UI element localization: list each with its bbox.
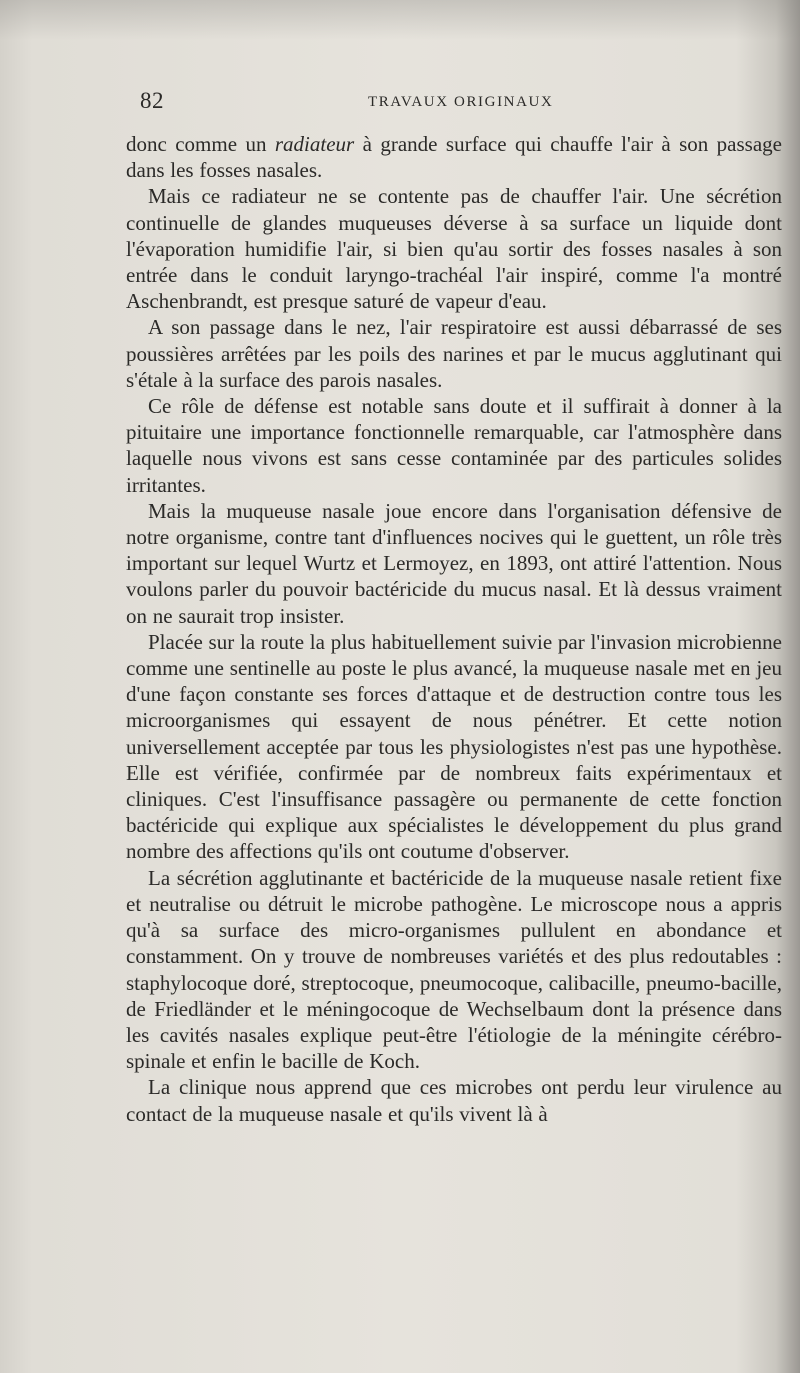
running-head bbox=[140, 88, 780, 118]
paragraph-dust-filtering: A son passage dans le nez, l'air respiratoire est aussi débarrassé de ses poussières arrêtées par les poils des narines et par le mucus agglutinant qui s'étale à la surface des parois nasales. bbox=[126, 315, 782, 392]
paragraph-bactericidal-power: Mais la muqueuse nasale joue encore dans l'organisation défensive de notre organisme, contre tant d'influences nocives qui le guettent, un rôle très important sur lequel Wurtz et Lermoyez, en 1893, ont attiré l'attention. Nous voulons parler du pouvoir bactéricide du mucus nasal. Et là dessus vraiment on ne saurait trop insister. bbox=[126, 498, 782, 628]
paragraph-radiateur bbox=[126, 131, 782, 183]
body-text bbox=[126, 131, 782, 1127]
paragraph-1-text-after: à grande surface qui chauffe l'air à son passage dans les fosses nasales. bbox=[126, 132, 782, 183]
italic-term-radiateur: radiateur bbox=[274, 132, 355, 156]
paragraph-defense-role: Ce rôle de défense est notable sans doute et il suffirait à donner à la pituitaire une importance fonctionnelle remarquable, car l'atmosphère dans laquelle nous vivons est sans cesse contaminée par des particules solides irritantes. bbox=[126, 394, 782, 497]
paragraph-humidification: Mais ce radiateur ne se contente pas de chauffer l'air. Une sécrétion continuelle de glandes muqueuses déverse à sa surface un liquide dont l'évaporation humidifie l'air, si bien qu'au sortir des fosses nasales à son entrée dans le conduit laryngo-trachéal l'air inspiré, comme l'a montré Aschenbrandt, est presque saturé de vapeur d'eau. bbox=[126, 184, 782, 314]
paragraph-1-text-before: donc comme un bbox=[126, 132, 275, 156]
page-number: 82 bbox=[140, 88, 164, 113]
paragraph-sentinel: Placée sur la route la plus habituellement suivie par l'invasion microbienne comme une sentinelle au poste le plus avancé, la muqueuse nasale met en jeu d'une façon constante ses forces d'attaque et de destruction contre tous les microorganismes qui essayent de nous pénétrer. Et cette notion universellement acceptée par tous les physiologistes n'est pas une hypothèse. Elle est vérifiée, confirmée par de nombreux faits expérimentaux et cliniques. C'est l'insuffisance passagère ou permanente de cette fonction bactéricide qui explique aux spécialistes le développement du plus grand nombre des affections qu'ils ont coutume d'observer. bbox=[126, 629, 782, 864]
paragraph-virulence: La clinique nous apprend que ces microbes ont perdu leur virulence au contact de la muqueuse nasale et qu'ils vivent là à bbox=[126, 1075, 782, 1126]
running-title: TRAVAUX ORIGINAUX bbox=[368, 94, 554, 110]
paragraph-microorganisms: La sécrétion agglutinante et bactéricide de la muqueuse nasale retient fixe et neutralise ou détruit le microbe pathogène. Le microscope nous a appris qu'à sa surface des micro-organismes pullulent en abondance et constamment. On y trouve de nombreuses variétés et des plus redoutables : staphylocoque doré, streptocoque, pneumocoque, calibacille, pneumo-bacille, de Friedländer et le méningocoque de Wechselbaum dont la présence dans les cavités nasales explique peut-être l'étiologie de la méningite cérébro-spinale et enfin le bacille de Koch. bbox=[126, 865, 782, 1074]
